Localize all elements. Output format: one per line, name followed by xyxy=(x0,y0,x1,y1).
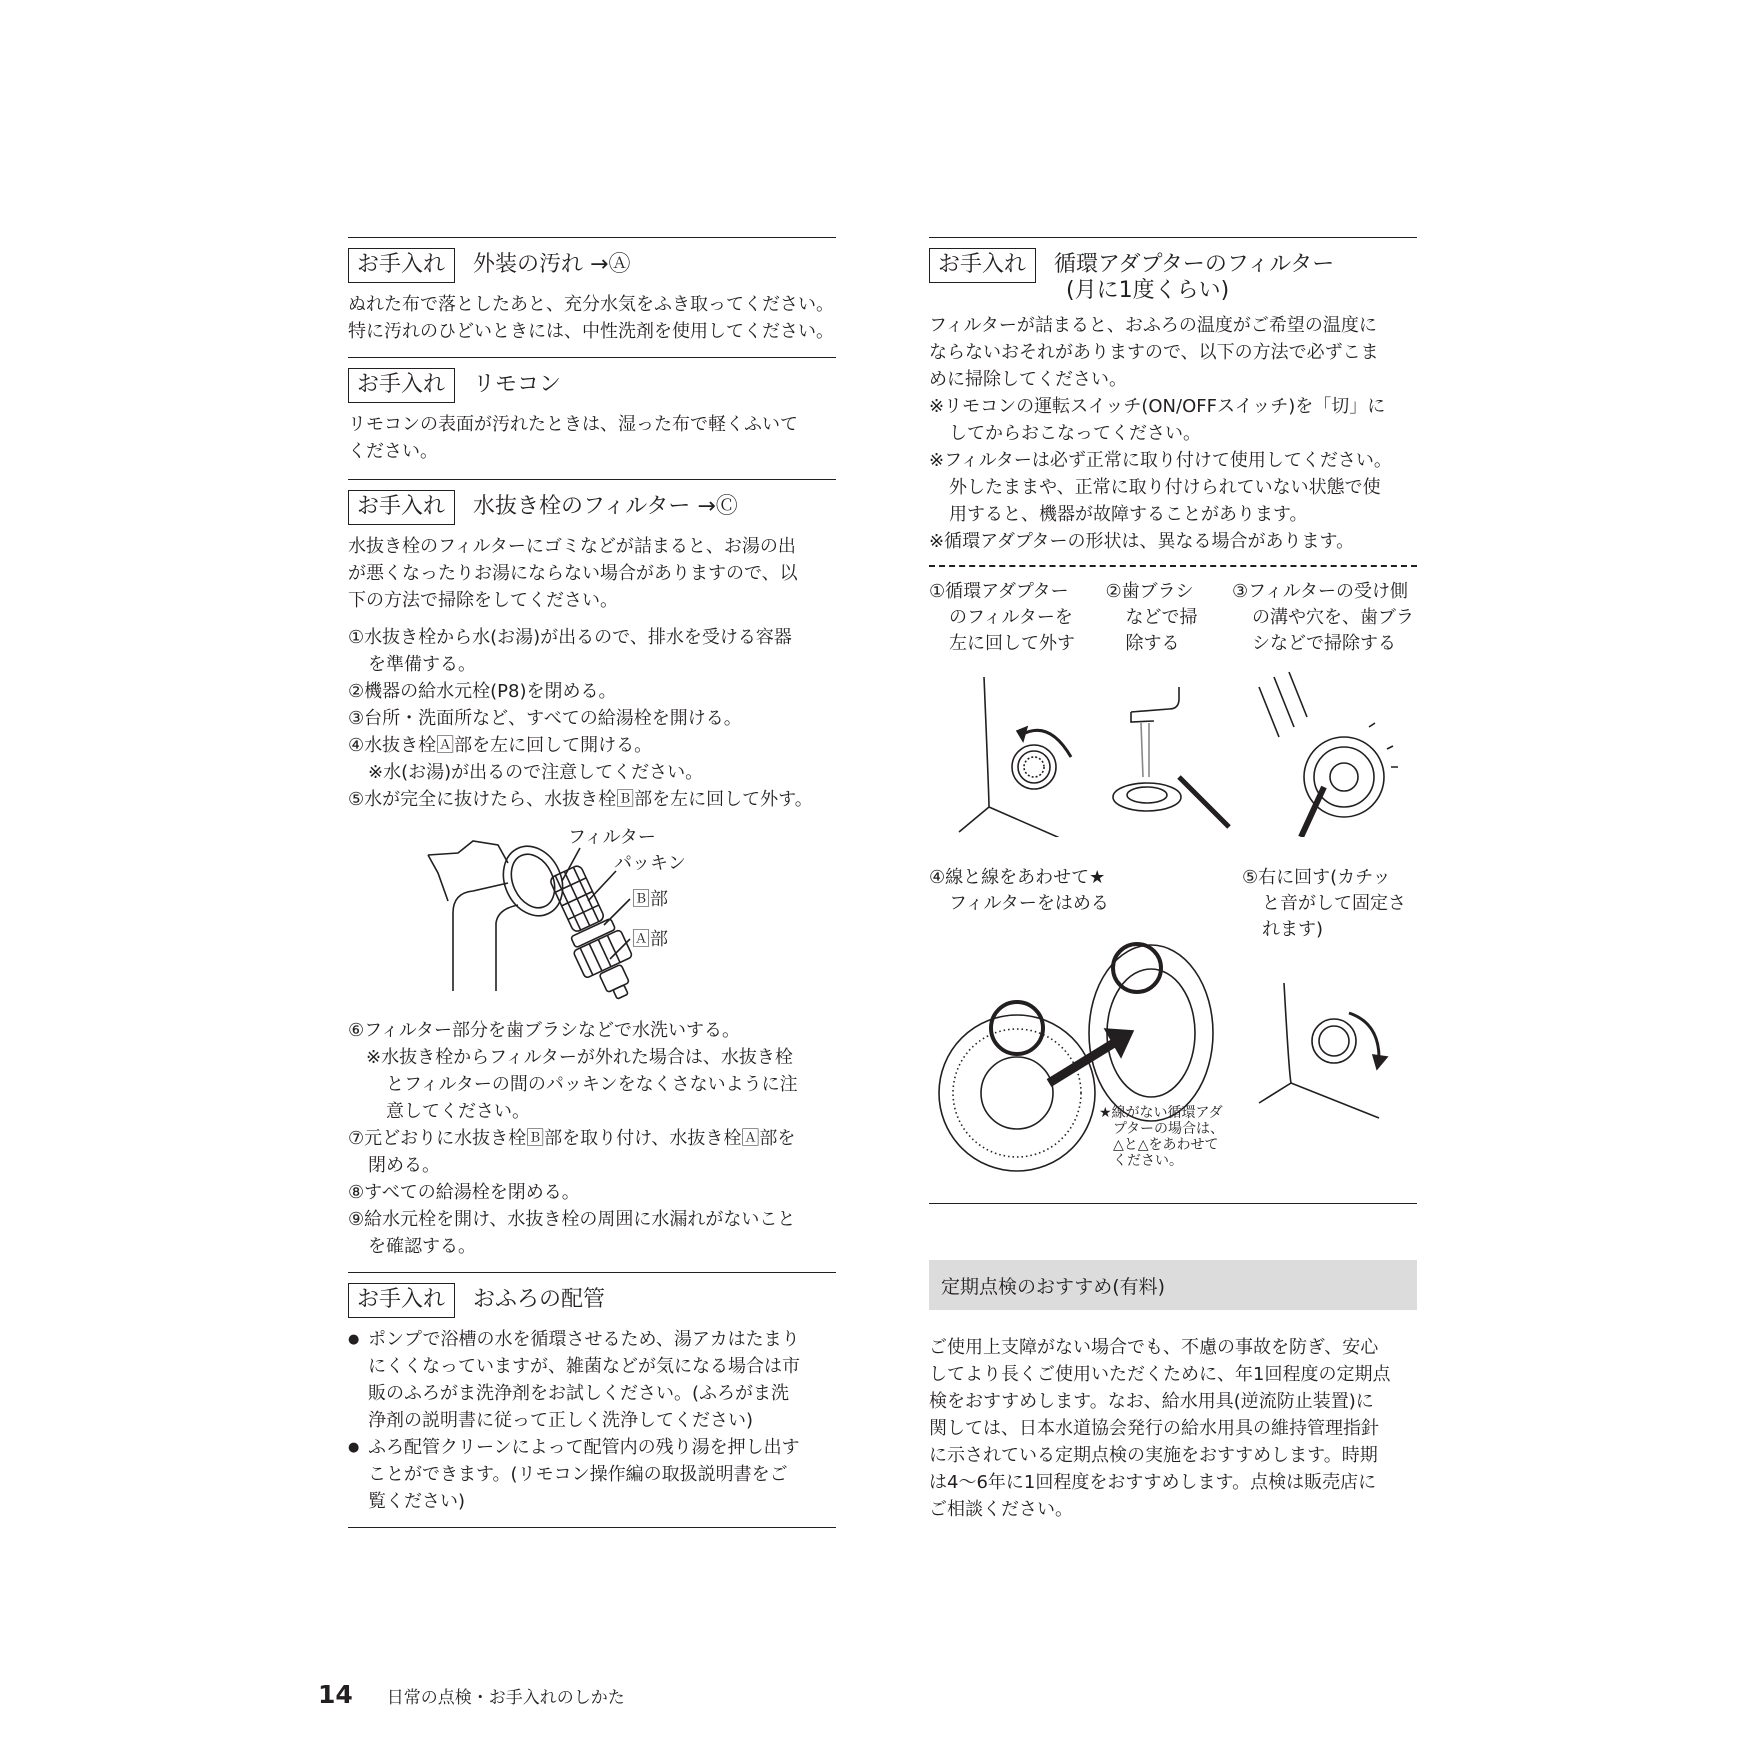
body-line: ならないおそれがありますので、以下の方法で必ずこま xyxy=(929,342,1379,363)
page-number: 14 xyxy=(318,1680,353,1709)
body-line: 水抜き栓のフィルターにゴミなどが詰まると、お湯の出 xyxy=(348,536,796,557)
bullet-cont: 覧ください) xyxy=(368,1491,466,1512)
step-6-note-cont: とフィルターの間のパッキンをなくさないように注 xyxy=(386,1074,798,1095)
label-b-part: 🄱部 xyxy=(632,889,668,910)
body-line: に示されている定期点検の実施をおすすめします。時期 xyxy=(929,1445,1378,1466)
body-line: ぬれた布で落としたあと、充分水気をふき取ってください。 xyxy=(348,294,834,315)
body-line: してより長くご使用いただくために、年1回程度の定期点 xyxy=(929,1364,1391,1385)
bullet-cont: 浄剤の説明書に従って正しく洗浄してください) xyxy=(368,1410,754,1431)
step-line: 左に回して外す xyxy=(949,633,1075,654)
body-line: ご使用上支障がない場合でも、不慮の事故を防ぎ、安心 xyxy=(929,1337,1379,1358)
step-line: ④線と線をあわせて★ xyxy=(929,867,1106,888)
star-note-line: ください。 xyxy=(1113,1153,1183,1169)
page-footer xyxy=(318,1680,625,1709)
step-line: の溝や穴を、歯ブラ xyxy=(1252,607,1414,628)
step-9-cont: を確認する。 xyxy=(368,1236,476,1257)
inspection-title: 定期点検のおすすめ(有料) xyxy=(941,1275,1166,1298)
body-line: 関しては、日本水道協会発行の給水用具の維持管理指針 xyxy=(929,1418,1379,1439)
step-4-note: ※水(お湯)が出るので注意してください。 xyxy=(368,762,704,783)
right-column xyxy=(929,237,1417,1523)
step-7: ⑦元どおりに水抜き栓🄱部を取り付け、水抜き栓🄰部を xyxy=(348,1128,796,1149)
section-bath-piping xyxy=(348,1272,836,1528)
step-line: 除する xyxy=(1125,633,1180,654)
step-9: ⑨給水元栓を開け、水抜き栓の周囲に水漏れがないこと xyxy=(348,1209,796,1230)
note-cont: 用すると、機器が故障することがあります。 xyxy=(949,504,1308,525)
section-subtitle: (月に1度くらい) xyxy=(1066,278,1230,303)
step-4: ④水抜き栓🄰部を左に回して開ける。 xyxy=(348,735,653,756)
section-circulation-filter xyxy=(929,237,1417,1204)
step-1: ①水抜き栓から水(お湯)が出るので、排水を受ける容器 xyxy=(348,627,792,648)
step-line: ⑤右に回す(カチッ xyxy=(1242,867,1391,888)
step-line: と音がして固定さ xyxy=(1262,893,1406,914)
chapter-title: 日常の点検・お手入れのしかた xyxy=(386,1688,625,1708)
body-line: は4〜6年に1回程度をおすすめします。点検は販売店に xyxy=(929,1472,1377,1493)
bullet-cont: 販のふろがま洗浄剤をお試しください。(ふろがま洗 xyxy=(368,1383,790,1404)
star-note xyxy=(1099,1105,1224,1169)
step-2: ②機器の給水元栓(P8)を閉める。 xyxy=(348,681,617,702)
star-note-line: △と△をあわせて xyxy=(1113,1137,1219,1153)
step-line: れます) xyxy=(1262,919,1324,940)
section-title: 外装の汚れ →Ⓐ xyxy=(473,252,631,277)
step-6-note-cont: 意してください。 xyxy=(386,1101,530,1122)
step-line: のフィルターを xyxy=(949,607,1073,628)
step-5: ⑤水が完全に抜けたら、水抜き栓🄱部を左に回して外す。 xyxy=(348,789,813,810)
care-tag: お手入れ xyxy=(348,368,455,403)
note-line: ※リモコンの運転スイッチ(ON/OFFスイッチ)を「切」に xyxy=(929,396,1386,417)
step-6: ⑥フィルター部分を歯ブラシなどで水洗いする。 xyxy=(348,1020,740,1041)
label-a-part: 🄰部 xyxy=(632,929,668,950)
body-line: が悪くなったりお湯にならない場合がありますので、以 xyxy=(348,563,798,584)
section-drain-filter xyxy=(348,479,836,1272)
label-filter: フィルター xyxy=(568,827,656,848)
step-8: ⑧すべての給湯栓を閉める。 xyxy=(348,1182,580,1203)
step-line: などで掃 xyxy=(1125,607,1198,628)
note-cont: してからおこなってください。 xyxy=(949,423,1201,444)
left-column xyxy=(348,237,836,1528)
body-line: めに掃除してください。 xyxy=(929,369,1127,390)
step-line: フィルターをはめる xyxy=(949,893,1109,914)
body-line: フィルターが詰まると、おふろの温度がご希望の温度に xyxy=(929,315,1377,336)
care-tag: お手入れ xyxy=(348,248,455,283)
steps-4-5-figure xyxy=(929,943,1417,1193)
star-note-line: プターの場合は、 xyxy=(1113,1121,1225,1137)
section-divider xyxy=(348,1527,836,1528)
section-title: リモコン xyxy=(473,372,562,397)
dashed-divider xyxy=(929,565,1417,567)
steps-row-1 xyxy=(929,579,1417,657)
body-line: 下の方法で掃除をしてください。 xyxy=(348,590,618,611)
star-note-line: ★線がない循環アダ xyxy=(1099,1105,1223,1121)
inspection-body xyxy=(929,1334,1417,1523)
step-6-note: ※水抜き栓からフィルターが外れた場合は、水抜き栓 xyxy=(366,1047,793,1068)
section-title: 循環アダプターのフィルター xyxy=(1054,252,1335,277)
note-line: ※循環アダプターの形状は、異なる場合があります。 xyxy=(929,531,1355,552)
section-title: おふろの配管 xyxy=(473,1287,606,1312)
bullet-item: ● ポンプで浴槽の水を循環させるため、湯アカはたまり xyxy=(348,1326,836,1353)
step-line: ③フィルターの受け側 xyxy=(1232,581,1408,602)
inspection-heading xyxy=(929,1260,1417,1310)
body-line: ご相談ください。 xyxy=(929,1499,1073,1520)
bullet-cont: にくくなっていますが、雑菌などが気になる場合は市 xyxy=(368,1356,800,1377)
note-cont: 外したままや、正常に取り付けられていない状態で使 xyxy=(949,477,1381,498)
section-exterior xyxy=(348,237,836,357)
bullet-cont: ことができます。(リモコン操作編の取扱説明書をご xyxy=(368,1464,788,1485)
step-3: ③台所・洗面所など、すべての給湯栓を開ける。 xyxy=(348,708,742,729)
step-line: ①循環アダプター xyxy=(929,581,1069,602)
body-line: 特に汚れのひどいときには、中性洗剤を使用してください。 xyxy=(348,321,834,342)
step-line: ②歯ブラシ xyxy=(1105,581,1194,602)
note-line: ※フィルターは必ず正常に取り付けて使用してください。 xyxy=(929,450,1392,471)
bullet-item: ● ふろ配管クリーンによって配管内の残り湯を押し出す xyxy=(348,1434,836,1461)
label-packing: パッキン xyxy=(614,853,686,874)
section-title: 水抜き栓のフィルター →Ⓒ xyxy=(473,494,738,519)
section-remote xyxy=(348,357,836,479)
care-tag: お手入れ xyxy=(348,1283,455,1318)
drain-plug-figure xyxy=(348,813,836,1013)
steps-1-3-figure xyxy=(929,657,1417,837)
care-tag: お手入れ xyxy=(929,248,1036,283)
body-line: ください。 xyxy=(348,441,438,462)
body-line: リモコンの表面が汚れたときは、湿った布で軽くふいて xyxy=(348,414,798,435)
step-1-cont: を準備する。 xyxy=(368,654,476,675)
step-line: シなどで掃除する xyxy=(1252,633,1396,654)
care-tag: お手入れ xyxy=(348,490,455,525)
body-line: 検をおすすめします。なお、給水用具(逆流防止装置)に xyxy=(929,1391,1374,1412)
step-7-cont: 閉める。 xyxy=(368,1155,440,1176)
